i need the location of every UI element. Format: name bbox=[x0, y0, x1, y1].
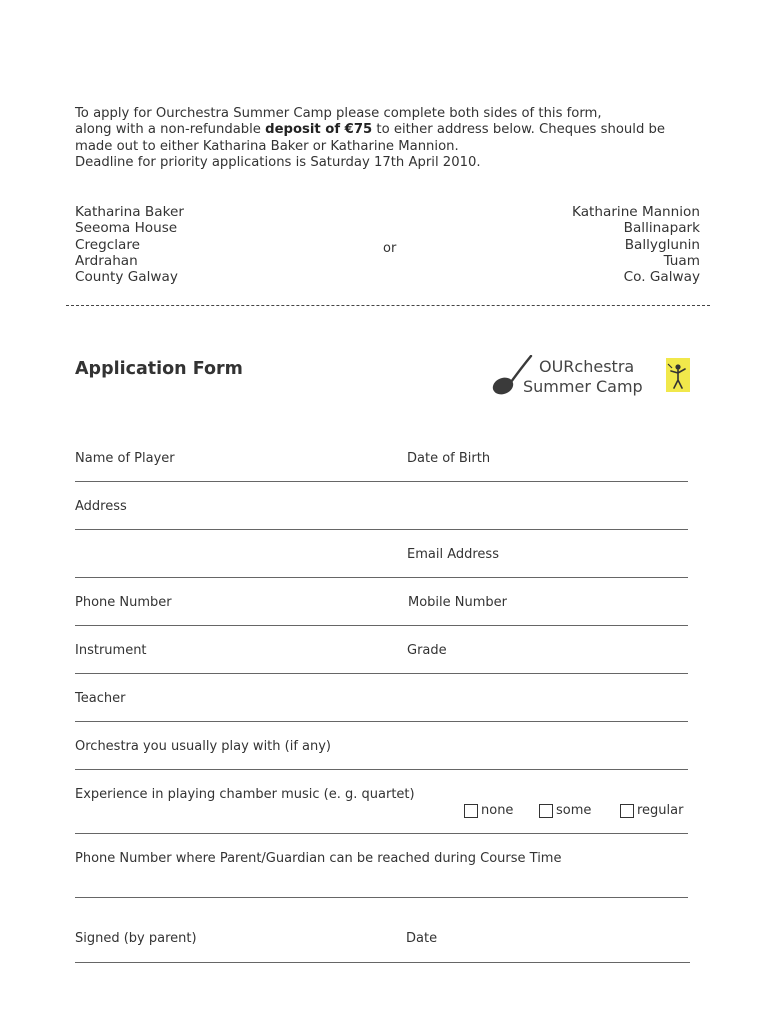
address-or: or bbox=[383, 241, 397, 256]
address-line: County Galway bbox=[75, 269, 178, 286]
address-line-1[interactable] bbox=[75, 529, 688, 530]
address-line: Co. Galway bbox=[623, 269, 700, 286]
signed-label: Signed (by parent) bbox=[75, 931, 197, 946]
address-line: Katharina Baker bbox=[75, 204, 184, 220]
experience-none-label: none bbox=[481, 803, 514, 818]
intro-text bbox=[75, 106, 715, 172]
address-label: Address bbox=[75, 499, 127, 514]
experience-some-label: some bbox=[556, 803, 592, 818]
address-line: Seeoma House bbox=[75, 220, 178, 237]
orchestra-line[interactable] bbox=[75, 769, 688, 770]
address-right bbox=[572, 204, 700, 285]
experience-label: Experience in playing chamber music (e. g. quartet) bbox=[75, 787, 415, 802]
parent-phone-line[interactable] bbox=[75, 897, 688, 898]
address-line: Katharine Mannion bbox=[572, 204, 700, 220]
teacher-line[interactable] bbox=[75, 721, 688, 722]
experience-regular-checkbox[interactable] bbox=[620, 804, 634, 818]
cut-line-divider bbox=[66, 305, 710, 306]
date-label: Date bbox=[406, 931, 438, 946]
camp-badge-icon bbox=[666, 358, 690, 392]
intro-line-4: Deadline for priority applications is Saturday 17th April 2010. bbox=[75, 155, 481, 171]
phone-mobile-line[interactable] bbox=[75, 625, 688, 626]
intro-line-2 bbox=[75, 122, 715, 138]
experience-regular-label: regular bbox=[637, 803, 684, 818]
address-left bbox=[75, 204, 184, 285]
address-line: Ardrahan bbox=[75, 252, 138, 269]
address-line: Ballyglunin bbox=[624, 236, 700, 253]
address-email-line[interactable] bbox=[75, 577, 688, 578]
intro-line-1: To apply for Ourchestra Summer Camp please complete both sides of this form, bbox=[75, 106, 602, 121]
orchestra-label: Orchestra you usually play with (if any) bbox=[75, 739, 332, 754]
address-line: Cregclare bbox=[75, 236, 141, 253]
experience-some-checkbox[interactable] bbox=[539, 804, 553, 818]
mobile-label: Mobile Number bbox=[408, 595, 507, 610]
intro-line-2-end: to either address below. Cheques should be bbox=[372, 122, 665, 138]
instrument-label: Instrument bbox=[75, 643, 147, 658]
form-title: Application Form bbox=[75, 359, 243, 379]
experience-line[interactable] bbox=[75, 833, 688, 834]
name-dob-line[interactable] bbox=[75, 481, 688, 482]
address-line: Ballinapark bbox=[623, 220, 700, 237]
teacher-label: Teacher bbox=[75, 691, 126, 706]
phone-label: Phone Number bbox=[75, 595, 172, 610]
signature-date-line[interactable] bbox=[75, 962, 690, 963]
dob-label: Date of Birth bbox=[407, 451, 491, 466]
name-label: Name of Player bbox=[75, 451, 175, 466]
deposit-amount: deposit of €75 bbox=[265, 122, 373, 138]
logo-text-summer-camp: Summer Camp bbox=[523, 377, 643, 396]
parent-phone-label: Phone Number where Parent/Guardian can be reached during Course Time bbox=[75, 851, 562, 866]
intro-line-2-start: along with a non-refundable bbox=[75, 122, 266, 138]
logo-text-ourchestra: OURchestra bbox=[539, 357, 635, 376]
experience-none-checkbox[interactable] bbox=[464, 804, 478, 818]
email-label: Email Address bbox=[407, 547, 499, 562]
instrument-grade-line[interactable] bbox=[75, 673, 688, 674]
grade-label: Grade bbox=[407, 643, 447, 658]
address-line: Tuam bbox=[663, 252, 700, 269]
intro-line-3: made out to either Katharina Baker or Katharine Mannion. bbox=[75, 138, 459, 154]
